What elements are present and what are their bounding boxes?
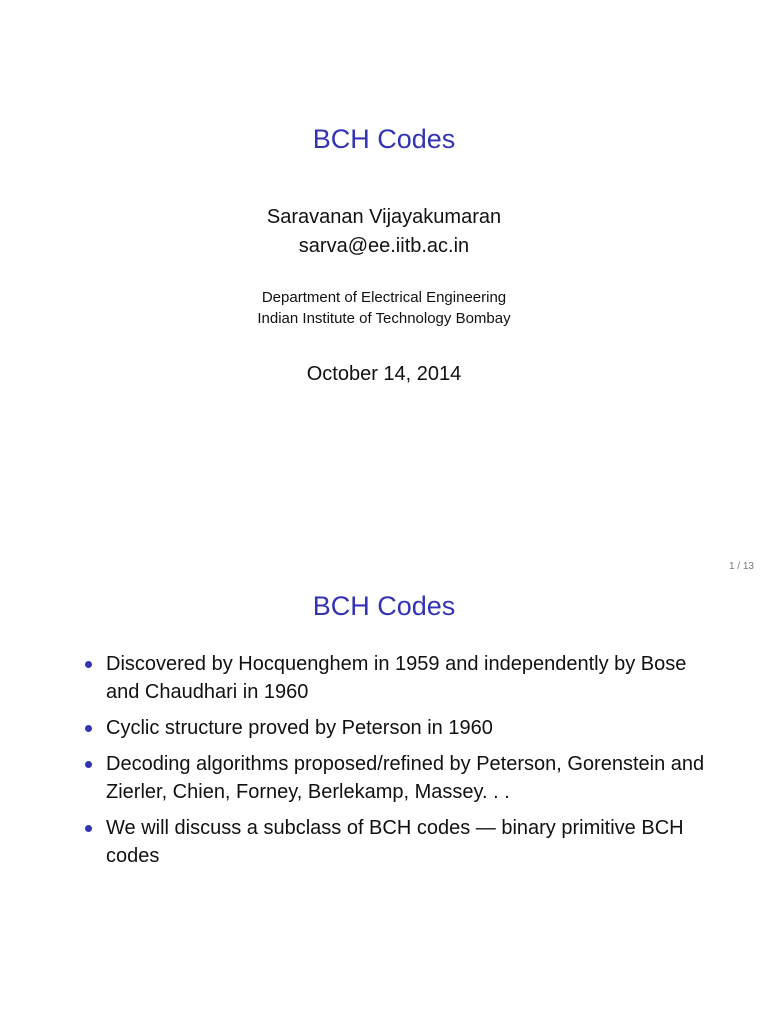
bullet-text: Cyclic structure proved by Peterson in 1960 — [106, 717, 493, 739]
bullet-icon — [85, 825, 92, 832]
bullet-text: We will discuss a subclass of BCH codes — binary primitive BCH codes — [106, 817, 684, 867]
content-slide — [0, 582, 768, 1024]
bullet-item — [80, 814, 720, 870]
bullet-item — [80, 750, 720, 806]
bullet-text: Decoding algorithms proposed/refined by Peterson, Gorenstein and Zierler, Chien, Forney, Berlekamp, Massey. . . — [106, 753, 705, 803]
department-name: Department of Electrical Engineering — [261, 289, 507, 306]
bullet-text: Discovered by Hocquenghem in 1959 and independently by Bose and Chaudhari in 1960 — [106, 653, 687, 703]
page-number: 1 / 13 — [728, 561, 754, 572]
author-name: Saravanan Vijayakumaran — [266, 206, 502, 228]
bullet-item — [80, 714, 720, 742]
bullet-list — [80, 650, 720, 878]
bullet-icon — [85, 761, 92, 768]
bullet-icon — [85, 661, 92, 668]
bullet-icon — [85, 725, 92, 732]
slide-title: BCH Codes — [312, 124, 456, 154]
author-email: sarva@ee.iitb.ac.in — [298, 235, 470, 257]
presentation-date: October 14, 2014 — [306, 363, 462, 385]
slide-title: BCH Codes — [312, 591, 456, 621]
institute-name: Indian Institute of Technology Bombay — [257, 310, 511, 327]
bullet-item — [80, 650, 720, 706]
